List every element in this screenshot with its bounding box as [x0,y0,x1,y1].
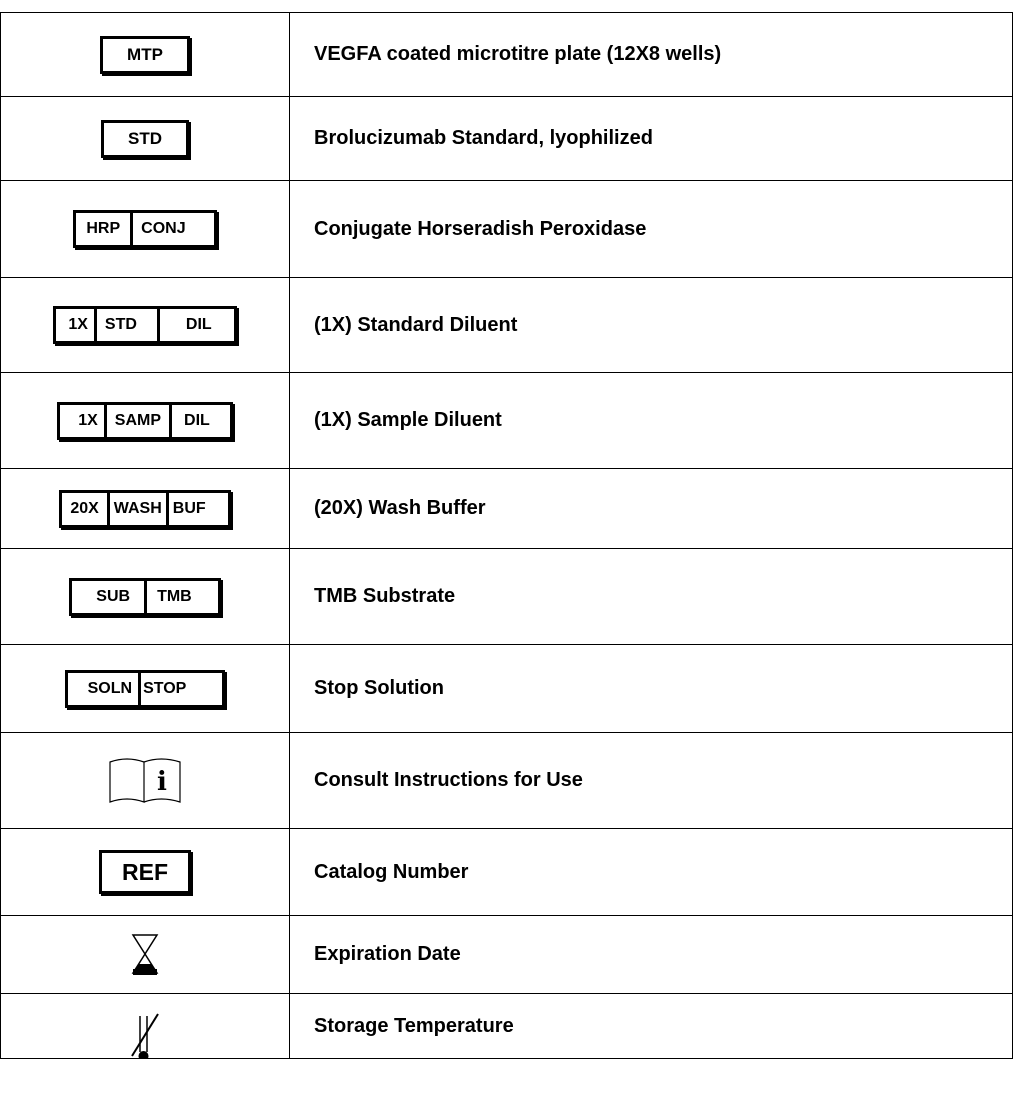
description-cell: (20X) Wash Buffer [290,469,1013,549]
symbol-cell [1,278,290,373]
table-row [1,373,1013,469]
symbol-cell [1,645,290,733]
label-segment: 1X [68,316,88,333]
symbol-cell [1,994,290,1059]
label-segment: 20X [70,499,99,517]
label-segment: SOLN [87,679,133,697]
description-cell: Stop Solution [290,645,1013,733]
wash-buffer-label-box [59,490,230,528]
std-label-box [101,120,189,158]
label-segment: STD [128,128,162,148]
table-row [1,97,1013,181]
label-segment: MTP [127,44,163,64]
label-segment: STOP [138,673,222,705]
symbol-cell [1,13,290,97]
table-row [1,181,1013,278]
label-segment: TMB [144,581,218,613]
table-row [1,994,1013,1059]
symbol-cell [1,469,290,549]
std-diluent-label-box [53,306,236,344]
stop-solution-label-box [65,670,226,708]
description-cell: TMB Substrate [290,549,1013,645]
label-segment: REF [122,858,168,885]
description-cell: VEGFA coated microtitre plate (12X8 wells) [290,13,1013,97]
symbol-cell [1,733,290,829]
symbol-cell [1,549,290,645]
tmb-substrate-label-box [69,578,220,616]
table-row [1,645,1013,733]
hourglass-icon [130,933,160,977]
label-segment: CONJ [130,213,213,245]
table-row [1,829,1013,916]
symbols-table [0,12,1013,1059]
symbol-cell [1,181,290,278]
label-segment: SUB [96,587,131,605]
description-cell: (1X) Standard Diluent [290,278,1013,373]
symbol-cell [1,829,290,916]
description-cell: (1X) Sample Diluent [290,373,1013,469]
label-segment: SAMP [104,405,169,437]
thermometer-icon [128,1012,162,1058]
description-cell: Conjugate Horseradish Peroxidase [290,181,1013,278]
description-cell: Consult Instructions for Use [290,733,1013,829]
description-cell: Expiration Date [290,916,1013,994]
table-row [1,549,1013,645]
table-row [1,733,1013,829]
label-segment: 1X [78,411,98,429]
description-cell: Catalog Number [290,829,1013,916]
description-cell: Brolucizumab Standard, lyophilized [290,97,1013,181]
label-segment: WASH [107,493,166,525]
info-glyph: i [157,766,167,797]
label-segment: HRP [86,220,121,237]
ref-label-box [99,850,191,894]
consult-instructions-icon [107,755,183,807]
mtp-label-box [100,36,190,74]
label-segment: BUF [166,493,228,525]
hrp-conj-label-box [73,210,216,248]
sample-diluent-label-box [57,402,233,440]
symbol-cell [1,916,290,994]
label-segment: STD [94,309,157,341]
symbol-cell [1,97,290,181]
table-row [1,13,1013,97]
description-cell: Storage Temperature [290,994,1013,1059]
label-segment: DIL [169,405,230,437]
table-row [1,469,1013,549]
label-segment: DIL [157,309,234,341]
table-row [1,278,1013,373]
symbol-cell [1,373,290,469]
table-row [1,916,1013,994]
